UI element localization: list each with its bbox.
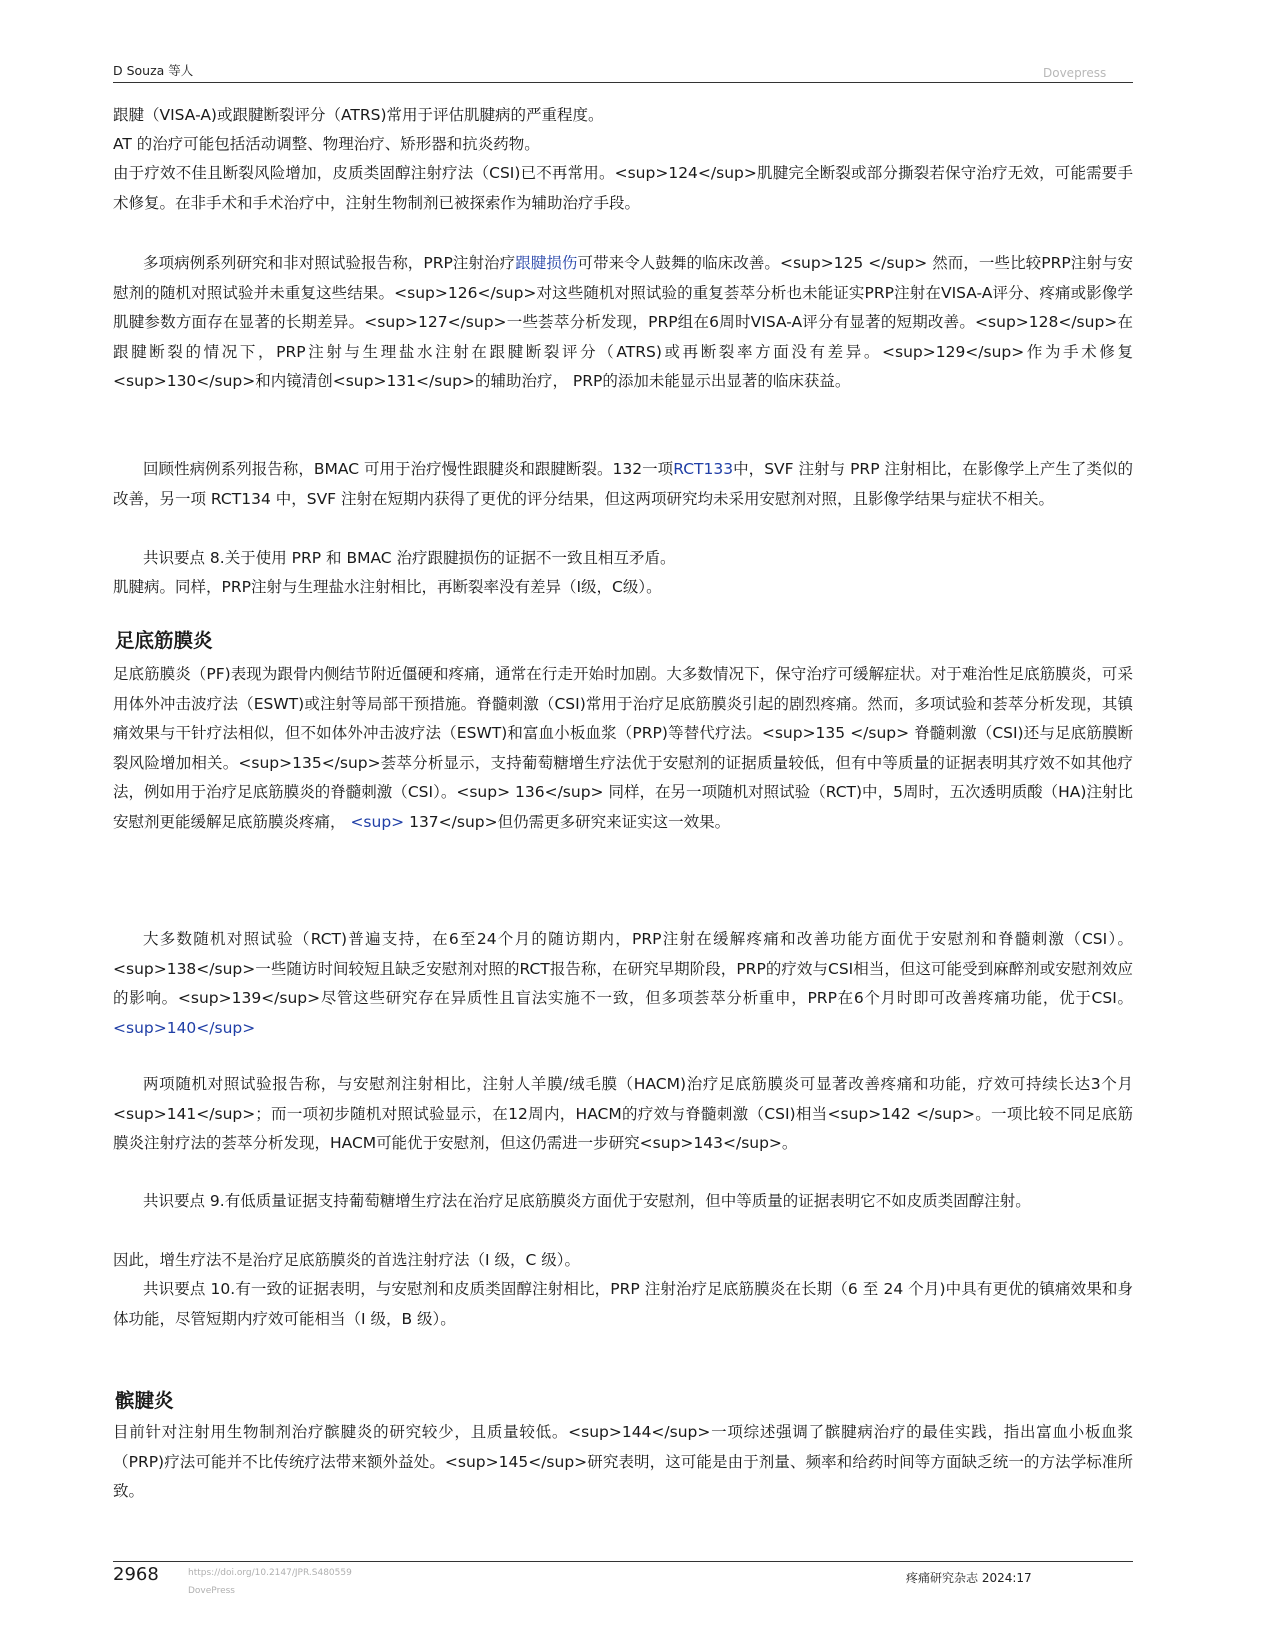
paragraph-prp-rct-plantar bbox=[113, 925, 1133, 1043]
consensus-point-10: 共识要点 10.有一致的证据表明，与安慰剂和皮质类固醇注射相比，PRP 注射治疗足底筋膜炎在长期（6 至 24 个月)中具有更优的镇痛效果和身体功能，尽管短期内疗效可能相当（I 级，B 级）。 bbox=[113, 1280, 1133, 1328]
paragraph-csi-achilles: 由于疗效不佳且断裂风险增加，皮质类固醇注射疗法（CSI)已不再常用。<sup>124</sup>肌腱完全断裂或部分撕裂若保守治疗无效，可能需要手术修复。在非手术和手术治疗中，注射生物制剂已被探索作为辅助治疗手段。 bbox=[113, 164, 1133, 212]
consensus-point-8-cont: 肌腱病。同样，PRP注射与生理盐水注射相比，再断裂率没有差异（I级，C级）。 bbox=[113, 578, 662, 596]
paragraph-plantar-fasciitis bbox=[113, 660, 1133, 837]
paragraph-prp-rct-plantar-text: 大多数随机对照试验（RCT)普遍支持，在6至24个月的随访期内，PRP注射在缓解疼痛和改善功能方面优于安慰剂和脊髓刺激（CSI）。<sup>138</sup>一些随访时间较短且缺乏安慰剂对照的RCT报告称，在研究早期阶段，PRP的疗效与CSI相当，但这可能受到麻醉剂或安慰剂效应的影响。<sup>139</sup>尽管这些研究存在异质性且盲法实施不一致，但多项荟萃分析重申，PRP在6个月时即可改善疼痛功能，优于CSI。 bbox=[113, 930, 1133, 1007]
section-heading-patellar-tendinitis: 髌腱炎 bbox=[115, 1389, 174, 1412]
footer-journal: 疼痛研究杂志 2024:17 bbox=[906, 1571, 1032, 1585]
sup-140-link[interactable]: <sup>140</sup> bbox=[113, 1018, 256, 1037]
paragraph-bmac-svf-text-cont: 中，SVF 注射与 PRP 注射相比，在影像学上产生了类似的改善，另一项 RCT134 中，SVF 注射在短期内获得了更优的评分结果，但这两项研究均未采用安慰剂对照，且影像学结果与症状不相关。 bbox=[113, 460, 1133, 508]
footer-publisher: DovePress bbox=[188, 1586, 235, 1596]
running-header-publisher: Dovepress bbox=[1043, 66, 1107, 80]
footer-doi-link[interactable]: https://doi.org/10.2147/JPR.S480559 bbox=[188, 1568, 352, 1578]
paragraph-prp-achilles bbox=[113, 249, 1133, 397]
sup-137-link[interactable]: <sup> bbox=[350, 812, 405, 831]
paragraph-patellar-tendinitis: 目前针对注射用生物制剂治疗髌腱炎的研究较少，且质量较低。<sup>144</sup>一项综述强调了髌腱病治疗的最佳实践，指出富血小板血浆（PRP)疗法可能并不比传统疗法带来额外益处。<sup>145</sup>研究表明，这可能是由于剂量、频率和给药时间等方面缺乏统一的方法学标准所致。 bbox=[113, 1423, 1133, 1500]
section-heading-plantar-fasciitis: 足底筋膜炎 bbox=[115, 629, 213, 652]
consensus-point-9-cont: 因此，增生疗法不是治疗足底筋膜炎的首选注射疗法（I 级，C 级）。 bbox=[113, 1251, 581, 1269]
paragraph-bmac-svf bbox=[113, 455, 1133, 514]
paragraph-prp-achilles-text: 多项病例系列研究和非对照试验报告称，PRP注射治疗 bbox=[143, 254, 516, 272]
footer-divider bbox=[113, 1561, 1133, 1562]
running-header-author: D Souza 等人 bbox=[113, 63, 194, 78]
paragraph-hacm: 两项随机对照试验报告称，与安慰剂注射相比，注射人羊膜/绒毛膜（HACM)治疗足底筋膜炎可显著改善疼痛和功能，疗效可持续长达3个月<sup>141</sup>；而一项初步随机对照试验显示，在12周内，HACM的疗效与脊髓刺激（CSI)相当<sup>142 </sup>。一项比较不同足底筋膜炎注射疗法的荟萃分析发现，HACM可能优于安慰剂，但这仍需进一步研究<sup>143</sup>。 bbox=[113, 1075, 1133, 1152]
paragraph-prp-achilles-text-cont: 可带来令人鼓舞的临床改善。<sup>125 </sup> 然而，一些比较PRP注射与安慰剂的随机对照试验并未重复这些结果。<sup>126</sup>对这些随机对照试验的重复荟萃分析也未能证实PRP注射在VISA-A评分、疼痛或影像学肌腱参数方面存在显著的长期差异。<sup>127</sup>一些荟萃分析发现，PRP组在6周时VISA-A评分有显著的短期改善。<sup>128</sup>在跟腱断裂的情况下，PRP注射与生理盐水注射在跟腱断裂评分（ATRS)或再断裂率方面没有差异。<sup>129</sup>作为手术修复<sup>130</sup>和内镜清创<sup>131</sup>的辅助治疗， PRP的添加未能显示出显著的临床获益。 bbox=[113, 254, 1133, 390]
header-divider bbox=[113, 82, 1133, 83]
achilles-injury-link[interactable]: 跟腱损伤 bbox=[515, 254, 578, 272]
page-number: 2968 bbox=[113, 1564, 159, 1585]
paragraph-plantar-fasciitis-text-cont: 137</sup>但仍需更多研究来证实这一效果。 bbox=[404, 812, 731, 831]
paragraph-bmac-svf-text: 回顾性病例系列报告称，BMAC 可用于治疗慢性跟腱炎和跟腱断裂。132一项 bbox=[143, 460, 674, 478]
paragraph-plantar-fasciitis-text: 足底筋膜炎（PF)表现为跟骨内侧结节附近僵硬和疼痛，通常在行走开始时加剧。大多数情况下，保守治疗可缓解症状。对于难治性足底筋膜炎，可采用体外冲击波疗法（ESWT)或注射等局部干预措施。脊髓刺激（CSI)常用于治疗足底筋膜炎引起的剧烈疼痛。然而，多项试验和荟萃分析发现，其镇痛效果与干针疗法相似，但不如体外冲击波疗法（ESWT)和富血小板血浆（PRP)等替代疗法。<sup>135 </sup> 脊髓刺激（CSI)还与足底筋膜断裂风险增加相关。<sup>135</sup>荟萃分析显示，支持葡萄糖增生疗法优于安慰剂的证据质量较低，但有中等质量的证据表明其疗效不如其他疗法，例如用于治疗足底筋膜炎的脊髓刺激（CSI）。<sup> 136</sup> 同样，在另一项随机对照试验（RCT)中，5周时，五次透明质酸（HA)注射比安慰剂更能缓解足底筋膜炎疼痛， bbox=[113, 665, 1133, 831]
rct133-link[interactable]: RCT133 bbox=[673, 460, 734, 478]
consensus-point-8: 共识要点 8.关于使用 PRP 和 BMAC 治疗跟腱损伤的证据不一致且相互矛盾。 bbox=[143, 549, 676, 567]
paragraph-at-treatment: AT 的治疗可能包括活动调整、物理治疗、矫形器和抗炎药物。 bbox=[113, 135, 540, 153]
paragraph-achilles-scoring: 跟腱（VISA-A)或跟腱断裂评分（ATRS)常用于评估肌腱病的严重程度。 bbox=[113, 106, 604, 124]
consensus-point-9: 共识要点 9.有低质量证据支持葡萄糖增生疗法在治疗足底筋膜炎方面优于安慰剂，但中等质量的证据表明它不如皮质类固醇注射。 bbox=[143, 1192, 1031, 1210]
